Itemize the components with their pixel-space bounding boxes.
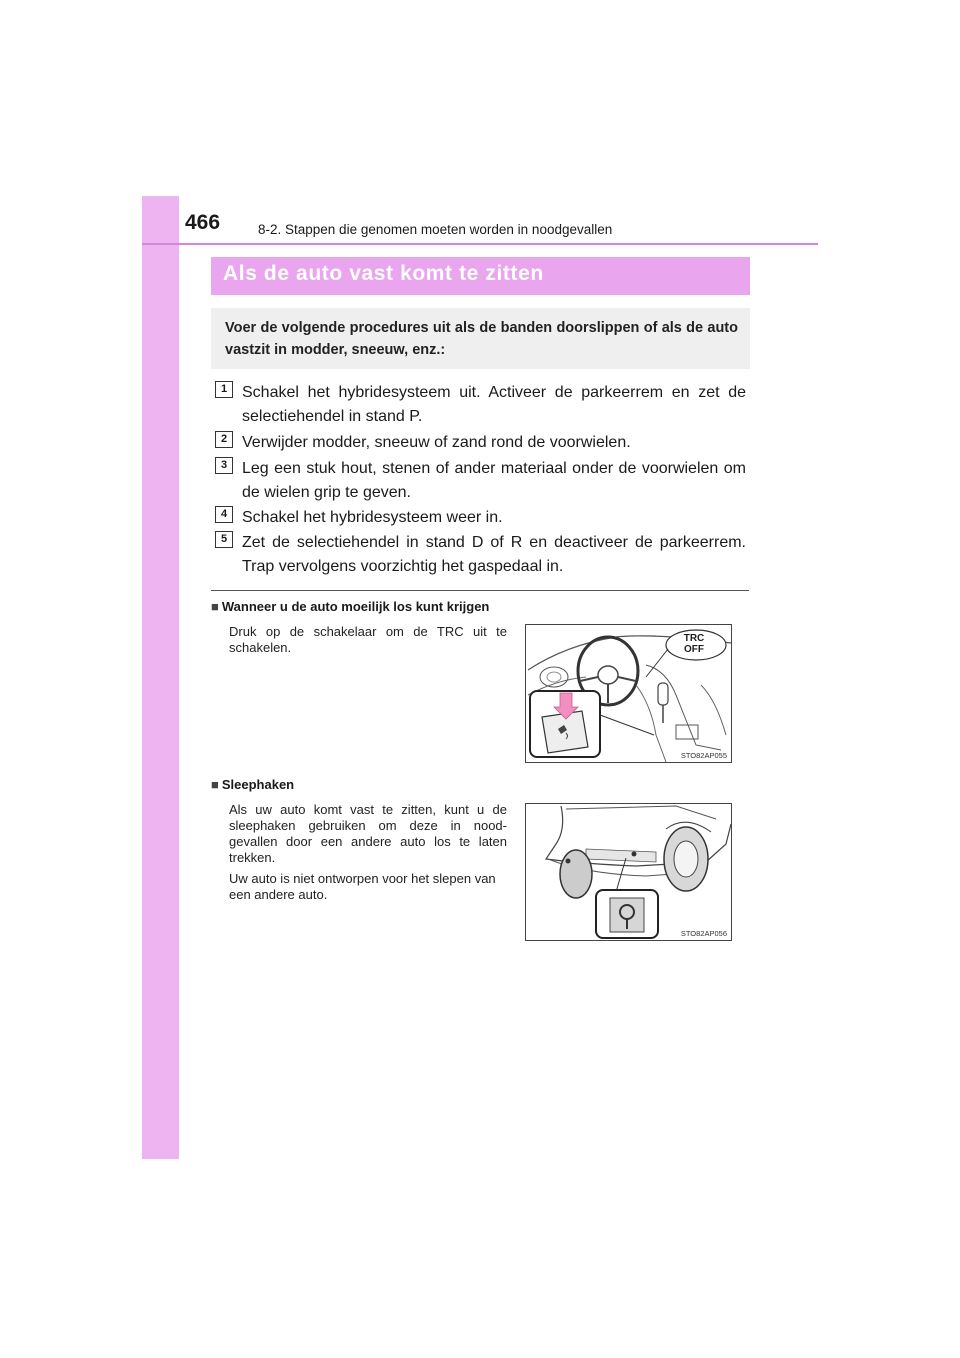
step-text: Schakel het hybridesysteem uit. Activeer de parkeerrem en zet de selectiehendel in stand P. [242,384,746,425]
note-heading [211,599,489,614]
step-number-badge: 1 [215,381,233,398]
step-text: Zet de selectiehendel in stand D of R en deactiveer de parkeerrem. Trap vervolgens voorzichtig het gaspedaal in. [242,534,746,575]
intro-box [211,308,750,369]
trc-label-line2: OFF [684,644,704,655]
sidebar-tab [142,196,179,1159]
section-title: 8-2. Stappen die genomen moeten worden in noodgevallen [258,222,613,237]
note-text: Als uw auto komt vast te zitten, kunt u de sleephaken gebruiken om deze in nood-gevallen door een andere auto los te laten trekken. [229,802,507,865]
page-title: Als de auto vast komt te zitten [223,262,544,285]
step-text: Schakel het hybridesysteem weer in. [242,509,503,526]
step-number-badge: 4 [215,506,233,523]
note-text-secondary: Uw auto is niet ontworpen voor het slepen van een andere auto. [229,871,496,902]
figure-code: STO82AP056 [680,929,727,938]
step-number-badge: 3 [215,457,233,474]
towing-hook-illustration [525,803,732,941]
section-divider [211,590,749,591]
header-rule [142,243,818,245]
trc-label-line1: TRC [683,633,705,644]
trc-off-label [668,633,720,655]
step-number-badge: 5 [215,531,233,548]
square-bullet-icon: ■ [211,599,219,614]
title-banner [211,257,750,295]
step-text: Leg een stuk hout, stenen of ander materiaal onder de voorwielen om de wielen grip te geven. [242,460,746,501]
step-number-badge: 2 [215,431,233,448]
note-heading-text: Sleephaken [221,777,295,792]
note-heading-text: Wanneer u de auto moeilijk los kunt krijgen [221,599,490,614]
intro-text: Voer de volgende procedures uit als de banden doorslippen of als de auto vastzit in modder, sneeuw, enz.: [225,320,738,358]
figure-code: STO82AP055 [680,751,727,760]
step-text: Verwijder modder, sneeuw of zand rond de voorwielen. [242,434,631,451]
page-number: 466 [185,211,221,234]
note-heading [211,777,294,792]
square-bullet-icon: ■ [211,777,219,792]
note-text: Druk op de schakelaar om de TRC uit te schakelen. [229,624,507,655]
